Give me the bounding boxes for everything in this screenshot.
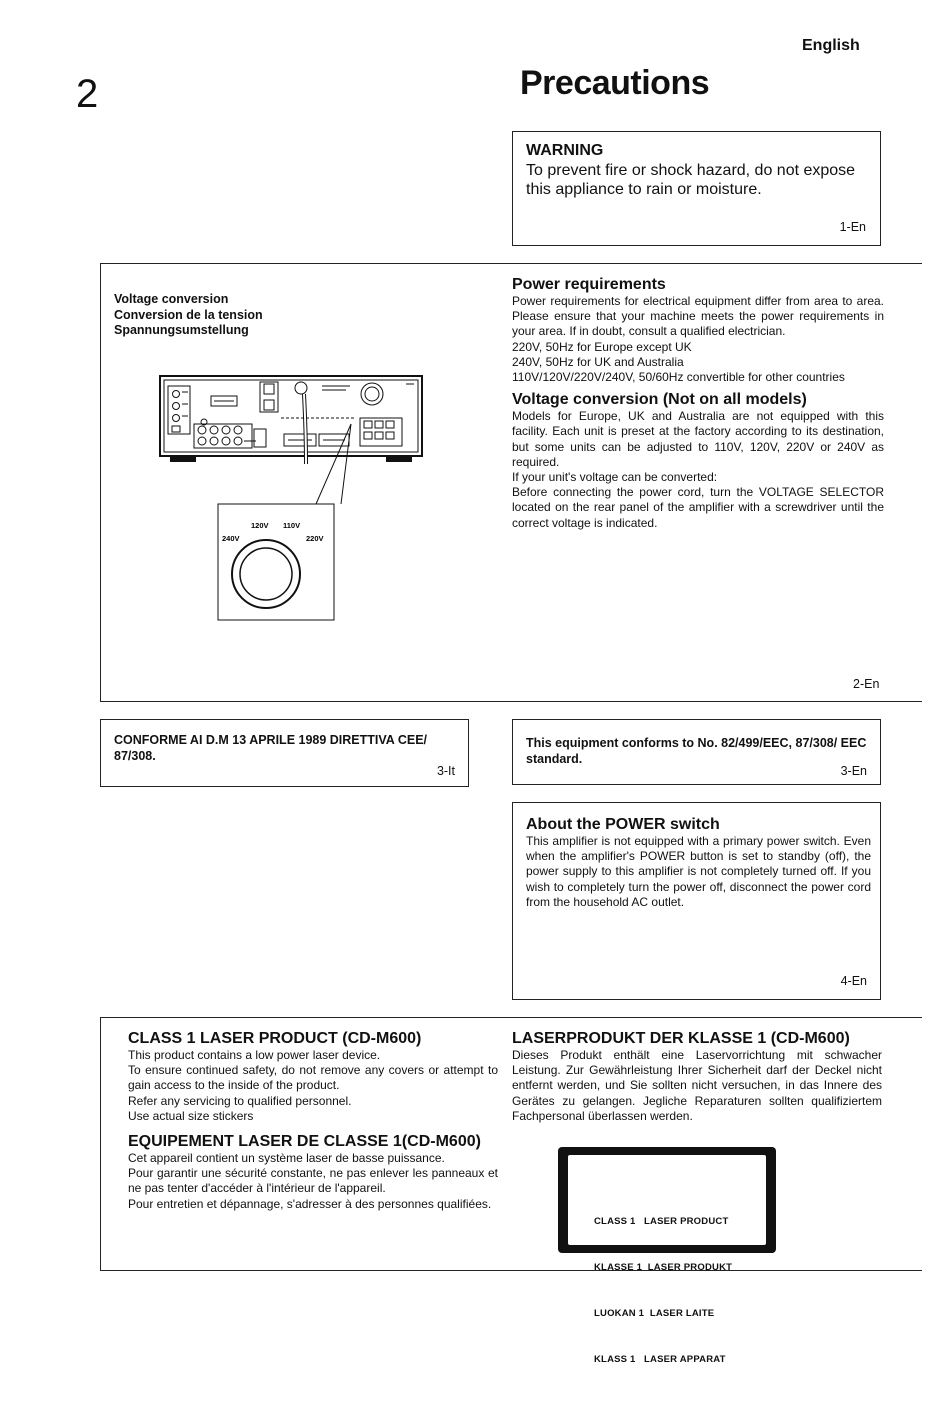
warning-text: To prevent fire or shock hazard, do not expose this appliance to rain or moisture. xyxy=(526,162,856,198)
voltage-labels xyxy=(114,292,263,339)
voltage-section xyxy=(100,263,922,702)
voltage-code: 2-En xyxy=(853,677,880,691)
power-switch-box xyxy=(512,802,881,1000)
laser-fr-line-1: Cet appareil contient un système laser de basse puissance. xyxy=(128,1151,445,1166)
label-line-4: KLASS 1 LASER APPARAT xyxy=(594,1354,726,1365)
laser-de-text: Dieses Produkt enthält eine Laservorrichtung mit schwacher Leistung. Zur Gewährleistung Ihrer Sicherheit darf der Deckel nicht entfernt werden, und Sie sollten nicht versuchen, in das Innere des Gerätes zu gelangen. Jegliche Reparaturen sollten qualifiziertem Fachpersonal überlassen werden. xyxy=(512,1048,882,1123)
italy-notice-code: 3-It xyxy=(436,764,455,778)
laser-en-line-1: This product contains a low power laser device. xyxy=(128,1048,381,1062)
power-line-3: 110V/120V/220V/240V, 50/60Hz convertible for other countries xyxy=(512,370,845,385)
power-requirements xyxy=(512,275,884,531)
power-switch-text: This amplifier is not equipped with a primary power switch. Even when the amplifier's POWER button is set to standby (off), the power supply to this amplifier is not completely turned off. If you wish to completely turn the power off, disconnect the power cord from the household AC outlet. xyxy=(526,834,871,909)
laser-fr-heading: EQUIPEMENT LASER DE CLASSE 1(CD-M600) xyxy=(128,1133,481,1151)
power-switch-heading: About the POWER switch xyxy=(526,816,720,833)
eec-notice-box xyxy=(512,719,881,785)
sel-110: 110V xyxy=(283,521,301,530)
power-line-2: 240V, 50Hz for UK and Australia xyxy=(512,354,684,369)
power-heading: Power requirements xyxy=(512,276,666,293)
eec-notice-code: 3-En xyxy=(840,764,867,778)
italy-notice-text: CONFORME AI D.M 13 APRILE 1989 DIRETTIVA CEE/ 87/308. xyxy=(114,733,428,763)
laser-en-line-2: To ensure continued safety, do not remove any covers or attempt to gain access to the inside of the product. xyxy=(128,1063,498,1093)
laser-en-line-3: Refer any servicing to qualified personnel. xyxy=(128,1093,352,1108)
laser-label-sticker xyxy=(558,1147,776,1365)
laser-en-line-4: Use actual size stickers xyxy=(128,1108,254,1123)
label-line-2: KLASSE 1 LASER PRODUKT xyxy=(594,1262,733,1273)
label-en: Voltage conversion xyxy=(114,292,229,306)
sel-240: 240V xyxy=(222,534,240,543)
laser-fr-line-3: Pour entretien et dépannage, s'adresser à des personnes qualifiées. xyxy=(128,1196,492,1211)
foot-right xyxy=(386,456,412,462)
warning-heading: WARNING xyxy=(526,142,604,159)
eec-notice-text: This equipment conforms to No. 82/499/EEC, 87/308/ EEC standard. xyxy=(526,736,867,766)
laser-de-heading: LASERPRODUKT DER KLASSE 1 (CD-M600) xyxy=(512,1030,850,1047)
conversion-text-2: If your unit's voltage can be converted: xyxy=(512,470,718,485)
label-line-1: CLASS 1 LASER PRODUCT xyxy=(594,1216,729,1227)
page-title: Precautions xyxy=(520,64,710,102)
conversion-heading: Voltage conversion (Not on all models) xyxy=(512,391,807,409)
warning-code: 1-En xyxy=(839,220,866,234)
power-text: Power requirements for electrical equipment differ from area to area. Please ensure that your machine meets the power requirements in your area. If in doubt, consult a qualified electrician. xyxy=(512,294,884,339)
label-fr: Conversion de la tension xyxy=(114,307,263,322)
selector-zoom-box xyxy=(218,504,334,620)
power-switch-code: 4-En xyxy=(840,974,867,988)
sel-120: 120V xyxy=(251,521,269,530)
conversion-text-1: Models for Europe, UK and Australia are not equipped with this facility. Each unit is preset at the factory according to its destination, but some units can be adjusted to 110V, 120V, 220V or 240V as required. xyxy=(512,409,884,469)
laser-fr-line-2: Pour garantir une sécurité constante, ne pas enlever les panneaux et ne pas tenter d'accéder à l'intérieur de l'appareil. xyxy=(128,1166,498,1196)
page-number: 2 xyxy=(76,72,99,116)
conversion-text-3: Before connecting the power cord, turn the VOLTAGE SELECTOR located on the rear panel of the amplifier with a screwdriver until the correct voltage is indicated. xyxy=(512,485,884,530)
warning-box xyxy=(512,131,881,246)
label-de: Spannungsumstellung xyxy=(114,323,249,337)
italy-notice-box xyxy=(100,719,469,787)
laser-section xyxy=(100,1017,922,1365)
laser-en-heading: CLASS 1 LASER PRODUCT (CD-M600) xyxy=(128,1030,422,1047)
language-label: English xyxy=(802,37,860,54)
label-line-3: LUOKAN 1 LASER LAITE xyxy=(594,1308,715,1319)
sel-220: 220V xyxy=(306,534,324,543)
power-line-1: 220V, 50Hz for Europe except UK xyxy=(512,339,692,354)
foot-left xyxy=(170,456,196,462)
rear-panel-illustration xyxy=(156,374,426,634)
